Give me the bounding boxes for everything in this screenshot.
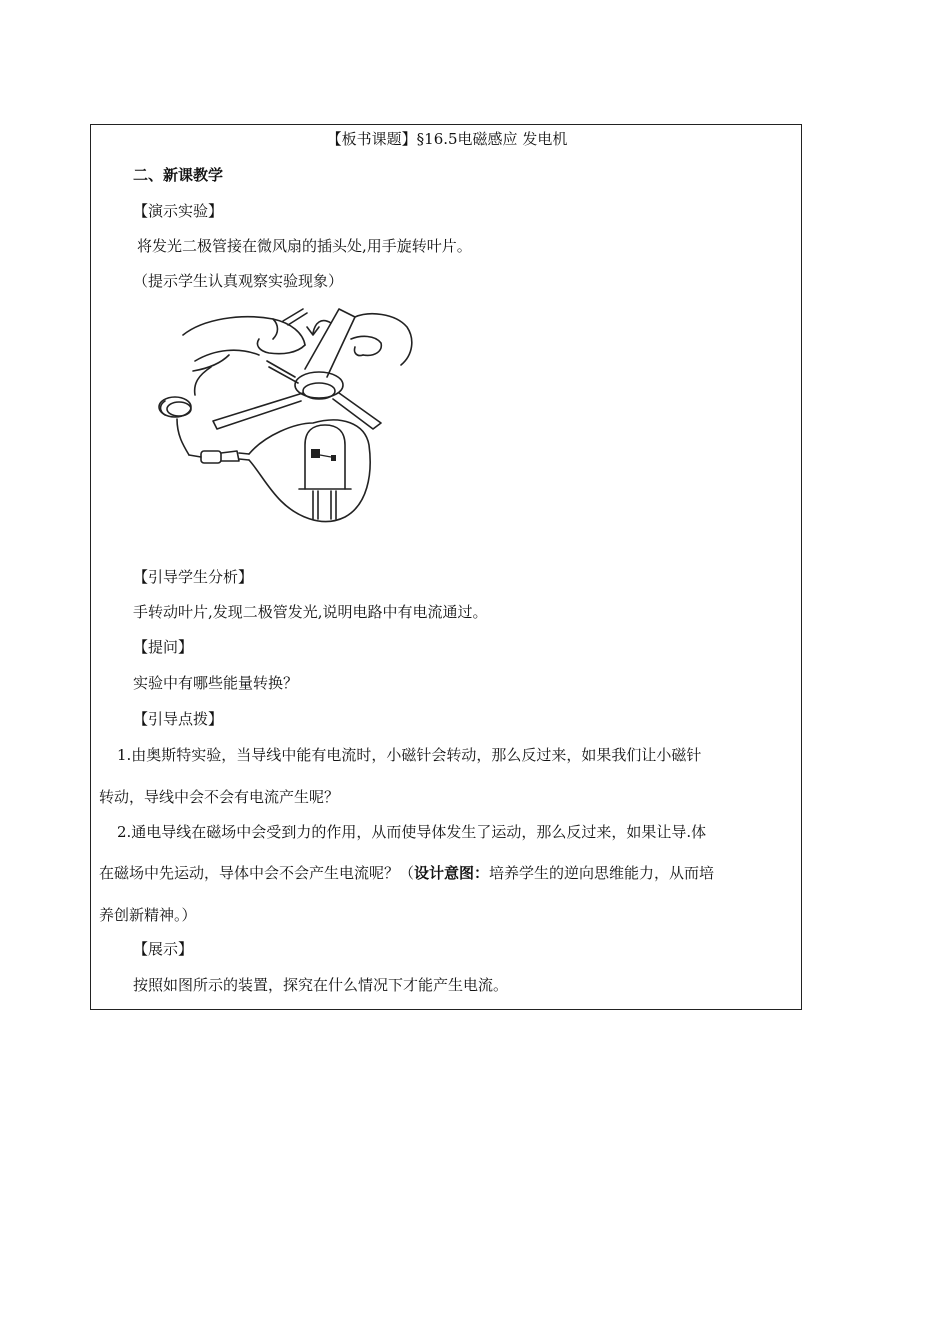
- guide-text-segment: 在磁场中先运动，导体中会不会产生电流呢？（: [99, 864, 415, 882]
- analysis-text: 手转动叶片,发现二极管发光,说明电路中有电流通过。: [133, 603, 488, 621]
- design-intent-label: 设计意图：: [414, 864, 490, 882]
- question-text: 实验中有哪些能量转换？: [133, 674, 299, 692]
- analysis-heading: 【引导学生分析】: [133, 568, 254, 586]
- question-heading: 【提问】: [133, 638, 194, 656]
- guide-paragraph-2-line-3: 养创新精神。）: [99, 906, 197, 924]
- guide-paragraph-2-line-2: [99, 863, 714, 883]
- guide-paragraph-1-line-1: 1.由奥斯特实验，当导线中能有电流时，小磁针会转动，那么反过来，如果我们让小磁针: [117, 746, 702, 764]
- show-text: 按照如图所示的装置，探究在什么情况下才能产生电流。: [133, 976, 509, 994]
- fan-led-experiment-illustration: [155, 305, 417, 541]
- guide-paragraph-2-line-1: 2.通电导线在磁场中会受到力的作用，从而使导体发生了运动，那么反过来，如果让导.体: [117, 823, 707, 841]
- section-heading: 二、新课教学: [133, 166, 224, 184]
- guide-paragraph-1-line-2: 转动，导线中会不会有电流产生呢？: [99, 788, 340, 806]
- demo-hint: （提示学生认真观察实验现象）: [133, 272, 344, 290]
- guide-text-segment: 培养学生的逆向思维能力，从而培: [489, 864, 715, 882]
- lesson-title: 【板书课题】§16.5电磁感应 发电机: [326, 130, 568, 148]
- content-frame: [90, 124, 802, 1010]
- show-heading: 【展示】: [133, 940, 194, 958]
- demo-heading: 【演示实验】: [133, 202, 224, 220]
- guide-heading: 【引导点拨】: [133, 710, 224, 728]
- demo-text: 将发光二极管接在微风扇的插头处,用手旋转叶片。: [137, 237, 472, 255]
